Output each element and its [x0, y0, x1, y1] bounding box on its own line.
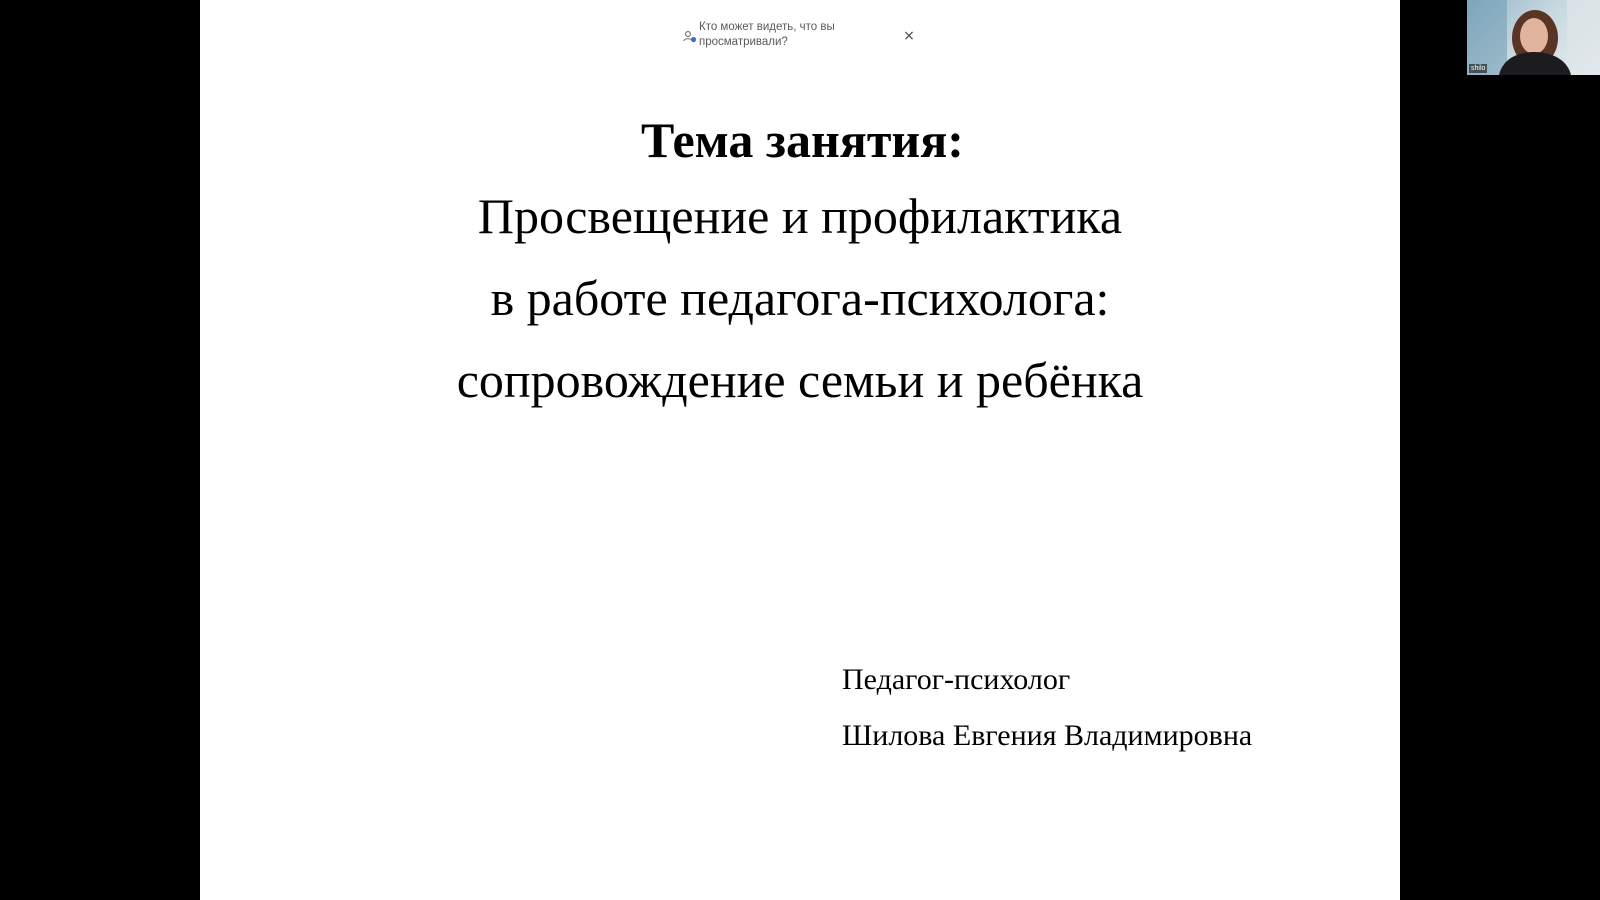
- author-role: Педагог-психолог: [842, 663, 1071, 696]
- slide-title-line: в работе педагога-психолога:: [490, 270, 1110, 326]
- participant-video-tile[interactable]: [1467, 0, 1600, 75]
- slide-title-line: Просвещение и профилактика: [477, 188, 1123, 244]
- author-name: Шилова Евгения Владимировна: [842, 719, 1253, 752]
- people-icon: [683, 30, 697, 44]
- participant-name-label: shilo: [1471, 65, 1486, 72]
- slide-heading: Тема занятия:: [641, 112, 964, 168]
- slide: [200, 0, 1400, 900]
- slide-title-block: [200, 105, 1400, 421]
- author-block: [842, 652, 1252, 764]
- notice-text: Кто может видеть, что вы просматривали?: [699, 21, 835, 48]
- slide-title-line: сопровождение семьи и ребёнка: [456, 352, 1144, 408]
- visibility-notice[interactable]: [683, 20, 923, 54]
- close-icon[interactable]: ×: [903, 28, 915, 44]
